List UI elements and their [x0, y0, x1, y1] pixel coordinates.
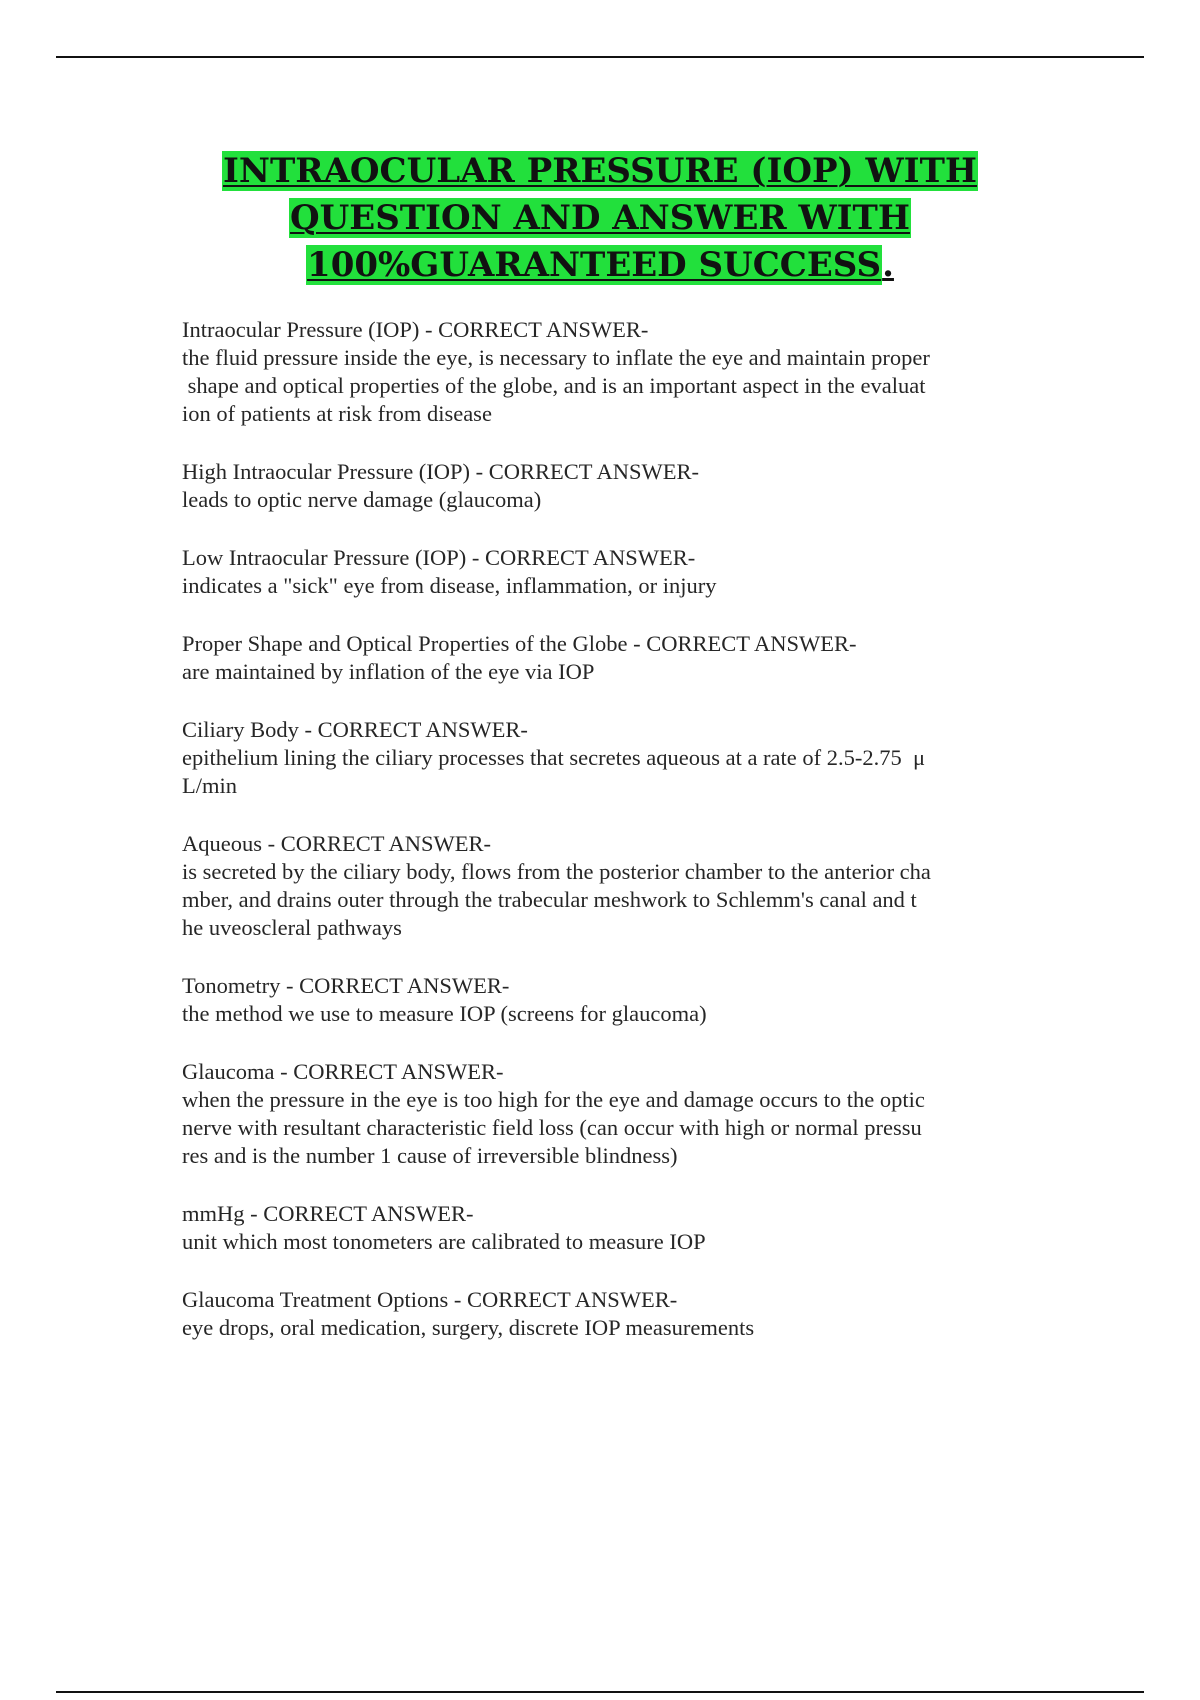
- qa-answer: when the pressure in the eye is too high for the eye and damage occurs to the optic nerve with resultant characteristic field loss (can occur with high or normal pressu res and is the number 1 cause of irreversible blindness): [182, 1087, 925, 1168]
- qa-item: [182, 972, 1062, 1028]
- qa-answer: leads to optic nerve damage (glaucoma): [182, 487, 542, 512]
- qa-answer: the method we use to measure IOP (screens for glaucoma): [182, 1001, 707, 1026]
- qa-question: Intraocular Pressure (IOP) - CORRECT ANSWER-: [182, 317, 649, 342]
- qa-question: mmHg - CORRECT ANSWER-: [182, 1201, 474, 1226]
- qa-question: Ciliary Body - CORRECT ANSWER-: [182, 717, 528, 742]
- qa-question: Low Intraocular Pressure (IOP) - CORRECT ANSWER-: [182, 545, 696, 570]
- qa-answer: eye drops, oral medication, surgery, discrete IOP measurements: [182, 1315, 755, 1340]
- qa-question: Tonometry - CORRECT ANSWER-: [182, 973, 510, 998]
- page-top-rule: [56, 56, 1144, 58]
- document-title: [150, 148, 1050, 289]
- page-bottom-rule: [56, 1691, 1144, 1693]
- qa-item: [182, 544, 1062, 600]
- title-line-2: [150, 195, 1050, 242]
- qa-item: [182, 1286, 1062, 1342]
- qa-question: Glaucoma - CORRECT ANSWER-: [182, 1059, 504, 1084]
- title-line-3: [150, 242, 1050, 289]
- title-line-1: [150, 148, 1050, 195]
- qa-item: [182, 1058, 1062, 1170]
- qa-answer: epithelium lining the ciliary processes that secretes aqueous at a rate of 2.5-2.75 μ L/min: [182, 745, 926, 798]
- qa-answer: the fluid pressure inside the eye, is necessary to inflate the eye and maintain proper shape and optical properties of the globe, and is an important aspect in the evaluat ion of patients at risk from disease: [182, 345, 930, 426]
- qa-answer: unit which most tonometers are calibrated to measure IOP: [182, 1229, 706, 1254]
- qa-question: High Intraocular Pressure (IOP) - CORRECT ANSWER-: [182, 459, 700, 484]
- qa-answer: indicates a "sick" eye from disease, inflammation, or injury: [182, 573, 717, 598]
- qa-item: [182, 1200, 1062, 1256]
- qa-answer: is secreted by the ciliary body, flows from the posterior chamber to the anterior cha mber, and drains outer through the trabecular meshwork to Schlemm's canal and t he uveoscleral pathways: [182, 859, 931, 940]
- title-line-3-text: 100%GUARANTEED SUCCESS: [307, 245, 882, 285]
- qa-list: [182, 316, 1062, 1372]
- title-line-2-text: QUESTION AND ANSWER WITH: [290, 198, 910, 238]
- qa-item: [182, 630, 1062, 686]
- title-period: .: [882, 245, 894, 285]
- qa-question: Aqueous - CORRECT ANSWER-: [182, 831, 491, 856]
- qa-item: [182, 830, 1062, 942]
- qa-item: [182, 458, 1062, 514]
- qa-question: Proper Shape and Optical Properties of the Globe - CORRECT ANSWER-: [182, 631, 857, 656]
- qa-question: Glaucoma Treatment Options - CORRECT ANSWER-: [182, 1287, 678, 1312]
- qa-answer: are maintained by inflation of the eye via IOP: [182, 659, 595, 684]
- qa-item: [182, 716, 1062, 800]
- qa-item: [182, 316, 1062, 428]
- title-line-1-text: INTRAOCULAR PRESSURE (IOP) WITH: [223, 151, 977, 191]
